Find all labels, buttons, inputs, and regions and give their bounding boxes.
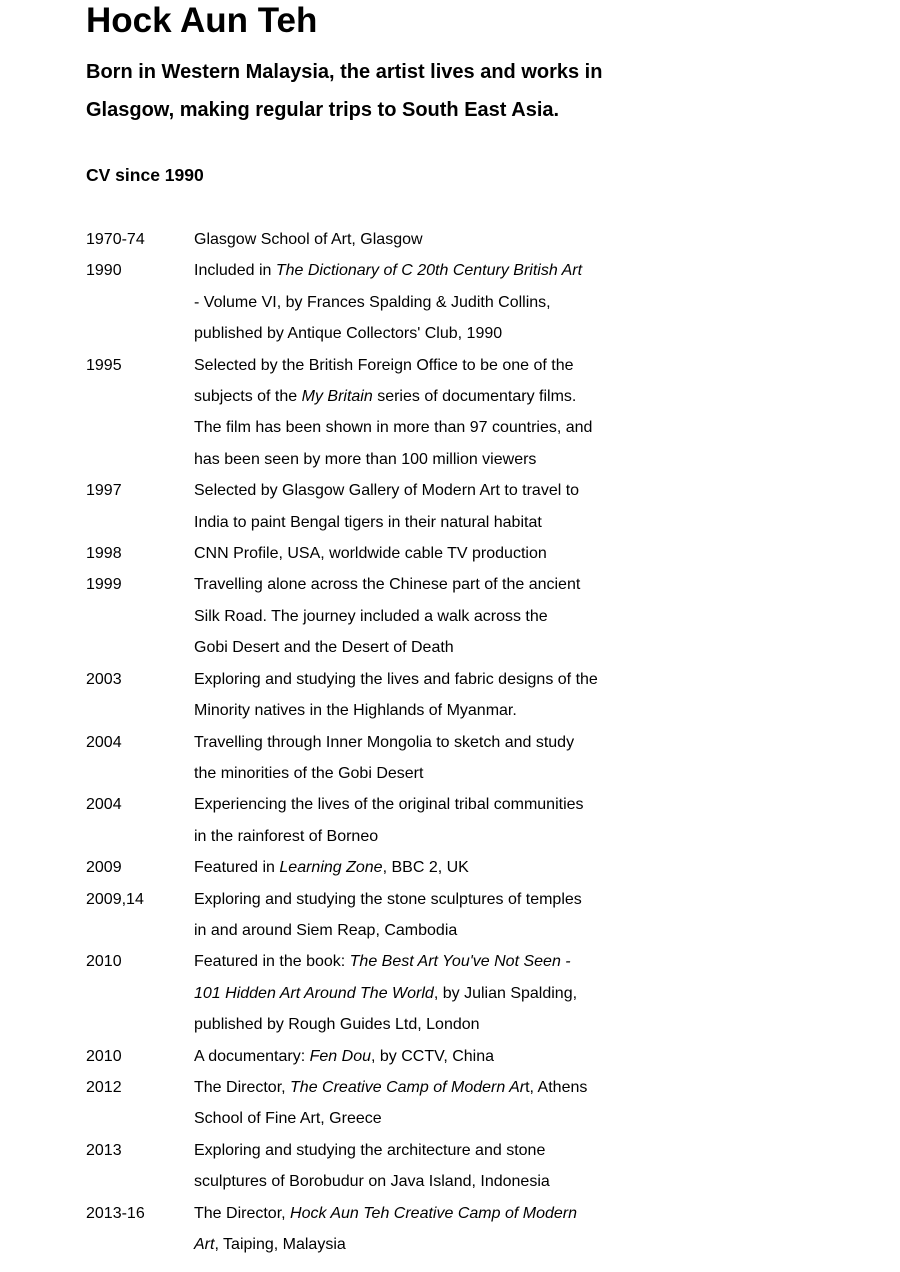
cv-heading: CV since 1990 <box>86 165 204 185</box>
cv-entry-line <box>194 1072 634 1103</box>
cv-entry-line <box>194 444 634 475</box>
cv-entry-text: subjects of the <box>194 388 302 406</box>
cv-entry-year: 1998 <box>86 545 122 563</box>
cv-entry-text: Minority natives in the Highlands of Myanmar. <box>194 702 517 720</box>
cv-entry-text: Included in <box>194 262 276 280</box>
cv-entry-text: Featured in <box>194 859 280 877</box>
cv-entry-description <box>194 1135 634 1198</box>
cv-entry <box>86 852 846 883</box>
cv-entry-line <box>194 821 634 852</box>
cv-entry-description <box>194 224 634 255</box>
cv-entry-title: My Britain <box>301 388 373 406</box>
cv-entry-line <box>194 350 634 381</box>
cv-entry-description <box>194 852 634 883</box>
cv-entry-text: A documentary: <box>194 1047 310 1065</box>
cv-entry-text: Selected by Glasgow Gallery of Modern Art to travel to <box>194 482 580 500</box>
cv-entry-text: Exploring and studying the stone sculptures of temples <box>194 890 582 908</box>
cv-entry-line <box>194 664 634 695</box>
cv-entry-line <box>194 978 634 1009</box>
cv-list <box>86 224 846 1260</box>
cv-entry-line <box>194 1135 634 1166</box>
cv-entry-text: Silk Road. The journey included a walk across the <box>194 607 548 625</box>
cv-entry-year: 1970-74 <box>86 231 145 248</box>
cv-entry-line <box>194 727 634 758</box>
cv-entry-text: India to paint Bengal tigers in their natural habitat <box>194 513 542 531</box>
cv-entry-line <box>194 915 634 946</box>
cv-entry <box>86 664 846 727</box>
cv-entry-year: 1999 <box>86 576 122 594</box>
cv-entry-text: has been seen by more than 100 million viewers <box>194 450 537 468</box>
cv-entry-text: CNN Profile, USA, worldwide cable TV production <box>194 545 547 563</box>
cv-entry-year: 2009,14 <box>86 890 144 908</box>
cv-entry-text: , Taiping, Malaysia <box>214 1236 346 1253</box>
cv-entry <box>86 1135 846 1198</box>
cv-entry-year: 2003 <box>86 670 122 688</box>
cv-entry-line <box>194 1103 634 1134</box>
cv-entry-text: Featured in the book: <box>194 953 350 971</box>
cv-entry-title: 101 Hidden Art Around The World <box>194 984 434 1002</box>
cv-entry-text: - Volume VI, by Frances Spalding & Judith Collins, <box>194 293 551 311</box>
cv-entry <box>86 255 846 349</box>
cv-entry-text: Selected by the British Foreign Office to be one of the <box>194 356 574 374</box>
cv-entry-description <box>194 538 634 569</box>
cv-entry-title: Hock Aun Teh Creative Camp of Modern <box>290 1204 577 1222</box>
cv-entry-description <box>194 475 634 538</box>
artist-intro <box>86 53 706 129</box>
cv-entry-description <box>194 946 634 1040</box>
cv-entry-line <box>194 224 634 255</box>
cv-entry-description <box>194 255 634 349</box>
cv-entry-text: series of documentary films. <box>372 388 577 406</box>
cv-entry-line <box>194 507 634 538</box>
cv-entry-line <box>194 1166 634 1197</box>
cv-entry-year: 2013 <box>86 1141 122 1159</box>
cv-entry-text: , by Julian Spalding, <box>433 984 578 1002</box>
cv-entry <box>86 1041 846 1072</box>
cv-entry-text: Glasgow School of Art, Glasgow <box>194 231 423 248</box>
cv-entry-text: in and around Siem Reap, Cambodia <box>194 921 458 939</box>
cv-entry <box>86 475 846 538</box>
cv-entry-line <box>194 287 634 318</box>
cv-entry-line <box>194 381 634 412</box>
cv-entry-year: 2012 <box>86 1078 122 1096</box>
cv-entry-text: The Director, <box>194 1204 291 1222</box>
cv-entry-title: The Creative Camp of Modern Ar <box>290 1078 526 1096</box>
cv-entry-text: Exploring and studying the architecture and stone <box>194 1141 546 1159</box>
cv-entry <box>86 727 846 790</box>
cv-entry-description <box>194 1072 634 1135</box>
cv-entry-title: Art <box>194 1236 215 1253</box>
cv-entry-line <box>194 1009 634 1040</box>
cv-entry-title: Fen Dou <box>309 1047 371 1065</box>
cv-entry-text: Exploring and studying the lives and fabric designs of the <box>194 670 598 688</box>
cv-entry-title: The Dictionary of C 20th Century British Art <box>275 262 583 280</box>
cv-entry <box>86 538 846 569</box>
cv-entry <box>86 946 846 1040</box>
cv-entry-year: 1990 <box>86 262 122 280</box>
cv-entry-text: Travelling through Inner Mongolia to sketch and study <box>194 733 575 751</box>
cv-entry-line <box>194 946 634 977</box>
cv-entry-text: School of Fine Art, Greece <box>194 1110 382 1128</box>
cv-entry-line <box>194 852 634 883</box>
cv-entry-text: The Director, <box>194 1078 291 1096</box>
cv-entry-text: in the rainforest of Borneo <box>194 827 379 845</box>
cv-entry-year: 2004 <box>86 733 122 751</box>
cv-entry-line <box>194 255 634 286</box>
cv-entry-year: 2013-16 <box>86 1204 145 1222</box>
cv-entry-year: 2010 <box>86 953 122 971</box>
cv-entry-year: 2010 <box>86 1047 122 1065</box>
cv-entry-description <box>194 1041 634 1072</box>
cv-entry-title: The Best Art You've Not Seen - <box>349 953 571 971</box>
cv-entry-line <box>194 789 634 820</box>
cv-entry-year: 2009 <box>86 859 122 877</box>
cv-entry-text: Experiencing the lives of the original tribal communities <box>194 796 584 814</box>
cv-entry-text: The film has been shown in more than 97 countries, and <box>194 419 593 437</box>
cv-entry-year: 1997 <box>86 482 122 500</box>
cv-entry <box>86 1072 846 1135</box>
cv-entry <box>86 224 846 255</box>
cv-entry-line <box>194 632 634 663</box>
cv-entry-title: Learning Zone <box>279 859 383 877</box>
intro-line: Born in Western Malaysia, the artist lives and works in <box>86 61 603 83</box>
cv-entry-line <box>194 695 634 726</box>
cv-entry-text: the minorities of the Gobi Desert <box>194 764 424 782</box>
cv-entry <box>86 569 846 663</box>
cv-entry-line <box>194 538 634 569</box>
cv-entry-line <box>194 1198 634 1229</box>
cv-entry-year: 1995 <box>86 356 122 374</box>
cv-entry-description <box>194 884 634 947</box>
cv-entry-text: published by Antique Collectors' Club, 1990 <box>194 325 503 343</box>
intro-line: Glasgow, making regular trips to South East Asia. <box>86 99 560 121</box>
cv-entry-text: , BBC 2, UK <box>382 859 469 877</box>
cv-entry <box>86 1198 846 1261</box>
cv-entry-line <box>194 475 634 506</box>
cv-entry <box>86 350 846 476</box>
cv-entry-line <box>194 884 634 915</box>
cv-entry-description <box>194 727 634 790</box>
cv-entry-text: Gobi Desert and the Desert of Death <box>194 639 454 657</box>
cv-entry-description <box>194 569 634 663</box>
cv-entry-line <box>194 412 634 443</box>
cv-entry-line <box>194 758 634 789</box>
artist-name: Hock Aun Teh <box>86 1 318 40</box>
cv-entry-description <box>194 1198 634 1261</box>
cv-entry-line <box>194 318 634 349</box>
cv-entry-text: t, Athens <box>525 1078 588 1096</box>
cv-entry-text: published by Rough Guides Ltd, London <box>194 1016 480 1034</box>
cv-entry-description <box>194 350 634 476</box>
cv-entry <box>86 789 846 852</box>
cv-entry-description <box>194 664 634 727</box>
cv-entry-line <box>194 1229 634 1260</box>
cv-entry-text: , by CCTV, China <box>371 1047 495 1065</box>
cv-entry-line <box>194 569 634 600</box>
cv-entry-text: sculptures of Borobudur on Java Island, Indonesia <box>194 1173 550 1191</box>
cv-entry-year: 2004 <box>86 796 122 814</box>
cv-entry-description <box>194 789 634 852</box>
cv-entry <box>86 884 846 947</box>
cv-entry-line <box>194 601 634 632</box>
cv-entry-text: Travelling alone across the Chinese part of the ancient <box>194 576 581 594</box>
cv-entry-line <box>194 1041 634 1072</box>
